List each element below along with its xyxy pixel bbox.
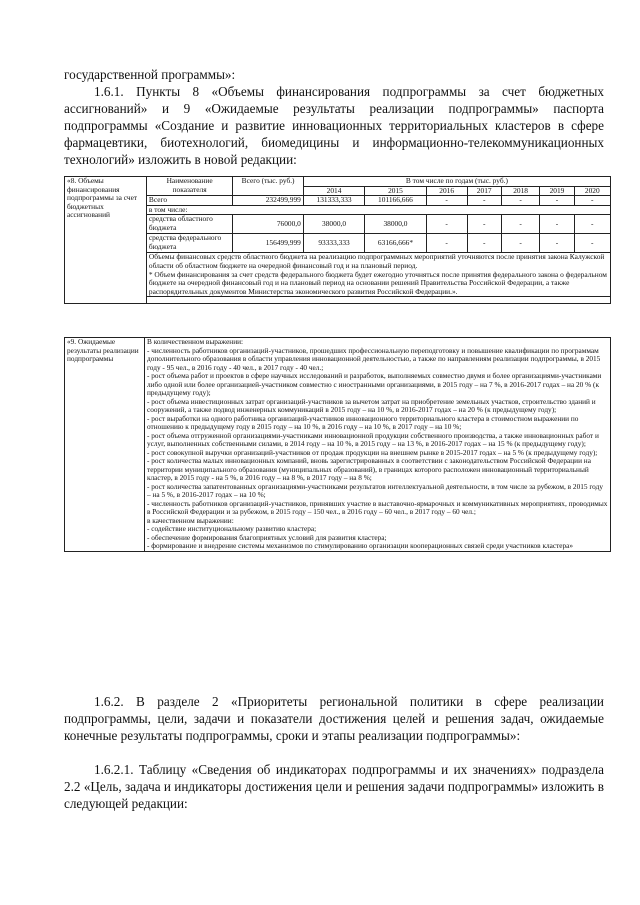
results-line: - рост количества запатентованных организациями-участниками результатов интеллектуальной деятельности, в том числе за рубежом, в 2015 году – на 5 %, в 2016-2017 годах – на 10 %; <box>147 481 603 499</box>
row-total: 232499,999 <box>233 196 304 206</box>
row-name: средства федерального бюджета <box>146 234 232 253</box>
results-line: - рост объема инвестиционных затрат организаций-участников за вычетом затрат на приобретение земельных участков, строительство зданий и сооружений, а также подвод инженерных коммуникаций в 2015 году – на 10 %, в 2016-2017 годах – на 20 % (к предыдущему году); <box>147 396 596 414</box>
results-line: - содействие институциональному развитию кластера; <box>147 524 317 533</box>
year-header: 2017 <box>467 186 501 196</box>
paragraph-1-6-2-1: 1.6.2.1. Таблицу «Сведения об индикаторах подпрограммы и их значениях» подраздела 2.2 «Цель, задача и индикаторы достижения цели и решения задачи подпрограммы» изложить в следующей редакции: <box>64 762 604 811</box>
row-value: - <box>574 215 610 234</box>
financing-table <box>64 176 611 304</box>
year-header: 2020 <box>574 186 610 196</box>
paragraph-1-6-1: 1.6.1. Пункты 8 «Объемы финансирования подпрограммы за счет бюджетных ассигнований» и 9 «Ожидаемые результаты реализации подпрограммы» паспорта подпрограммы «Создание и развитие инновационных территориальных кластеров в сфере фармацевтики, биотехнологий, биомедицины и информационно-телекоммуникационных технологий» изложить в новой редакции: <box>64 84 604 167</box>
financing-row-label: «8. Объемы финансирования подпрограммы за счет бюджетных ассигнований <box>65 177 147 304</box>
finance-note-1: Объемы финансовых средств областного бюджета на реализацию подпрограммных мероприятий уточняются после принятия закона Калужской области об областном бюджете на очередной финансовый год и на плановый период. <box>148 252 605 270</box>
results-line: - численность работников организаций-участников, прошедших профессиональную переподготовку и повышение квалификации по программам дополнительного образования в области управления инновационной деятельностью, а также по направлениям реализации подпрограммы, в 2015 году - 95 чел., в 2016 году - 40 чел., в 2017 году - 40 чел.; <box>147 345 601 372</box>
col-name-header: Наименование показателя <box>146 177 232 196</box>
row-value: - <box>467 234 501 253</box>
row-value: - <box>426 215 467 234</box>
year-header: 2014 <box>303 186 364 196</box>
results-line: - обеспечение формирования благоприятных условий для развития кластера; <box>147 532 387 542</box>
row-value: 38000,0 <box>365 215 426 234</box>
row-value: - <box>467 196 501 206</box>
results-line: - численность работников организаций-участников, принявших участие в выставочно-ярмарочных и коммуникативных мероприятиях, проводимых в Российской Федерации и за рубежом, в 2015 году – 150 чел., в 2016 году – 60 чел., в 2017 году – 60 чел.; <box>147 498 608 516</box>
row-value: - <box>574 196 610 206</box>
results-line: - рост совокупной выручки организаций-участников от продаж продукции на внешнем рынке в 2015-2017 годах – на 5 % (к предыдущему году); <box>147 447 598 457</box>
row-value: 101166,666 <box>365 196 426 206</box>
row-value: - <box>426 196 467 206</box>
paragraph-1-6-2: 1.6.2. В разделе 2 «Приоритеты региональной политики в сфере реализации подпрограммы, цели, задачи и показатели достижения целей и решения задач, ожидаемые конечные результаты подпрограммы, сроки и этапы реализации подпрограммы»: <box>64 694 604 743</box>
table-row <box>65 196 611 206</box>
results-content <box>145 338 611 552</box>
finance-note <box>146 253 610 297</box>
col-years-group-header: В том числе по годам (тыс. руб.) <box>303 177 610 187</box>
row-name: средства областного бюджета <box>146 215 232 234</box>
results-line: - рост объема работ и проектов в сфере научных исследований и разработок, выполняемых совместно двумя и более организациями-участниками либо одной или более организацией-участником совместно с иностранными организациями, в 2015 году – на 7 %, в 2016-2017 годах – на 20 % (к предыдущему году); <box>147 371 602 397</box>
row-value: - <box>426 234 467 253</box>
row-value: 63166,666* <box>365 234 426 253</box>
year-header: 2018 <box>501 186 540 196</box>
year-header: 2016 <box>426 186 467 196</box>
finance-note-2: * Объем финансирования за счет средств федерального бюджета будет ежегодно уточняться после принятия федерального закона о федеральном бюджете на очередной финансовый год и на плановый период на основании решений Правительства Российской Федерации, а также распорядительных документов Министерства экономического развития Российской Федерации.». <box>148 269 607 296</box>
row-value: - <box>540 234 574 253</box>
row-value: - <box>540 215 574 234</box>
results-table <box>64 337 611 552</box>
results-line: в качественном выражении: <box>147 515 234 525</box>
year-header: 2019 <box>540 186 574 196</box>
row-total: 156499,999 <box>233 234 304 253</box>
results-row-label: «9. Ожидаемые результаты реализации подпрограммы <box>65 338 145 552</box>
col-total-header: Всего (тыс. руб.) <box>233 177 304 196</box>
row-value: - <box>501 196 540 206</box>
year-header: 2015 <box>365 186 426 196</box>
results-line: - формирование и внедрение системы механизмов по стимулированию организации кооперационных связей среди участников кластера» <box>147 541 574 550</box>
row-value: - <box>467 215 501 234</box>
results-line: - рост объема отгруженной организациями-участниками инновационной продукции собственного производства, а также инновационных работ и услуг, выполненных собственными силами, в 2014 году – на 10 %, в 2015 году – на 13 %, в 2016-2017 годах – на 15 % (к предыдущему году); <box>147 430 599 448</box>
results-line: - рост количества малых инновационных компаний, вновь зарегистрированных в соответствии с законодательством Российской Федерации на территории муниципального образования (муниципальных образований), в границах которого расположен инновационный территориальный кластер, в 2015 году - на 5 %, в 2016 году – на 8 %, в 2017 году – на 8 %; <box>147 456 591 482</box>
intro-line: государственной программы»: <box>64 67 236 82</box>
row-value: - <box>501 234 540 253</box>
row-value: 131333,333 <box>303 196 364 206</box>
table-row <box>65 234 611 253</box>
table-row <box>65 205 611 215</box>
results-line: В количественном выражении: <box>147 337 244 346</box>
row-value: - <box>574 234 610 253</box>
results-line: - рост выработки на одного работника организаций-участников инновационного территориального кластера в стоимостном выражении по отношению к предыдущему году в 2015 году – на 10 %, в 2016 году – на 10 %, в 2017 году – на 10 %; <box>147 413 579 431</box>
table-row <box>65 215 611 234</box>
row-value: 93333,333 <box>303 234 364 253</box>
row-value: - <box>540 196 574 206</box>
row-name: Всего <box>146 196 232 206</box>
row-total: 76000,0 <box>233 215 304 234</box>
row-name: в том числе: <box>146 205 610 215</box>
row-value: - <box>501 215 540 234</box>
row-value: 38000,0 <box>303 215 364 234</box>
